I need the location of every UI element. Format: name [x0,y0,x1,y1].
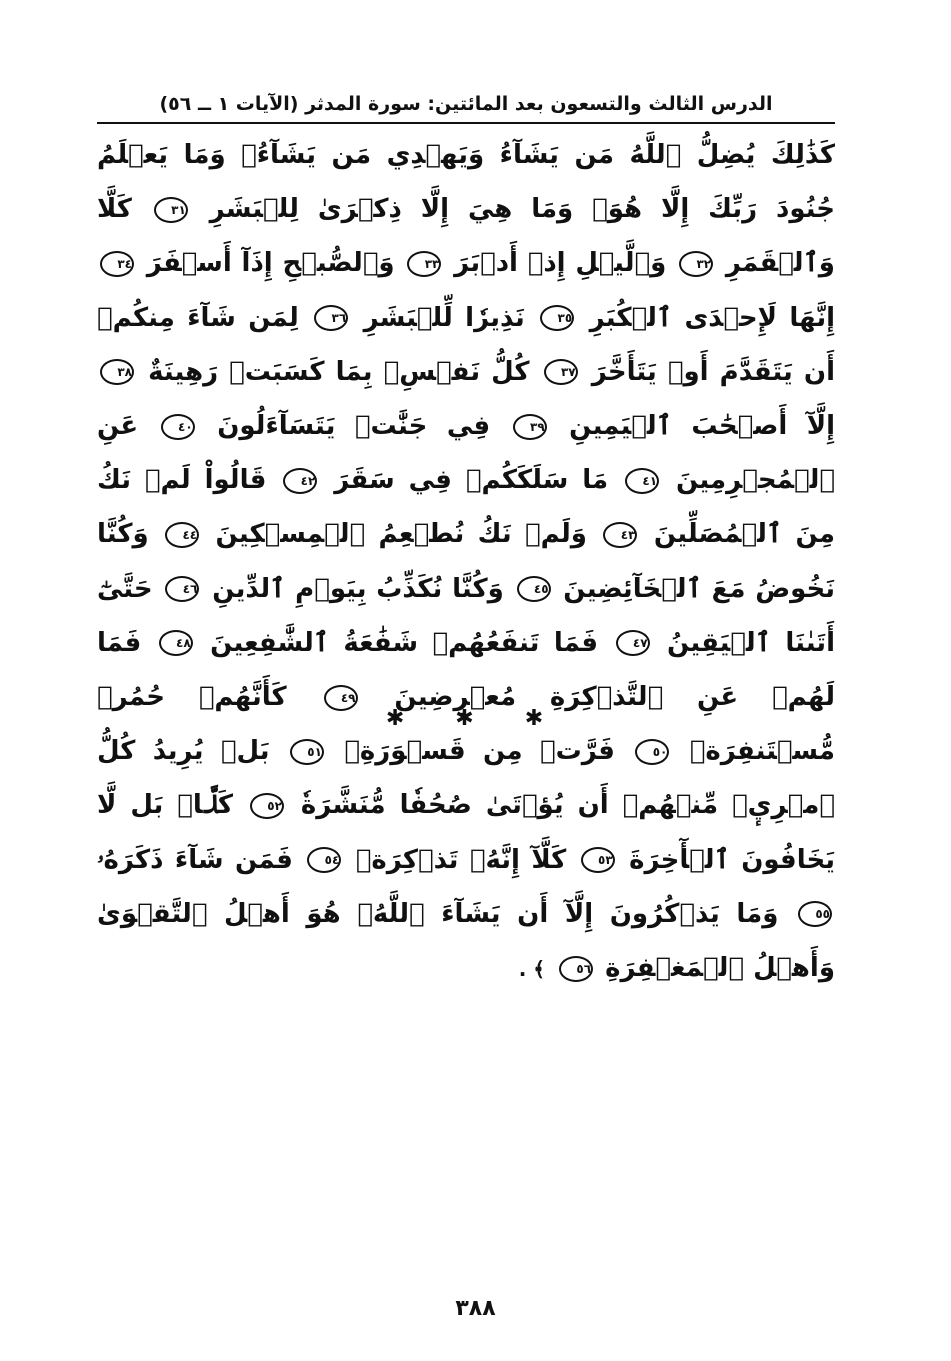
verse-number-marker [798,901,832,927]
verse-number-marker [161,414,195,440]
verse-text: وَكُنَّا نُكَذِّبُ بِيَوۡمِ ٱلدِّينِ [202,573,504,604]
verse-text: عَنِ ٱلۡمُجۡرِمِينَ [97,411,835,496]
verse-text: كَذَٰلِكَ يُضِلُّ ٱللَّهُ مَن يَشَآءُ وَيَهۡدِي مَن يَشَآءُۚ وَمَا يَعۡلَمُ جُنُودَ رَبِّكَ إِلَّا هُوَۚ وَمَا هِيَ إِلَّا ذِكۡرَىٰ لِلۡبَشَرِ [97,140,835,225]
verse-text: وَكُنَّا نَخُوضُ مَعَ ٱلۡخَآئِضِينَ [97,519,835,604]
verse-number-marker [307,847,341,873]
verse-text: وَٱلَّيۡلِ إِذۡ أَدۡبَرَ [444,248,667,279]
verse-number-marker [100,359,134,385]
verse-text: كَلَّآ إِنَّهُۥ تَذۡكِرَةٞ [344,844,567,875]
verse-text: فَمَا لَهُمۡ عَنِ ٱلتَّذۡكِرَةِ مُعۡرِضِينَ [97,627,835,713]
verse-number-marker [679,251,713,277]
verse-text: وَلَمۡ نَكُ نُطۡعِمُ ٱلۡمِسۡكِينَ [202,519,587,550]
verse-number-marker [616,630,650,656]
closing-bracket: ﴾ . [518,956,545,981]
verse-number-marker [159,630,193,656]
verse-number-marker [165,576,199,602]
verse-number-marker [544,359,578,385]
verse-text: كَلَّا وَٱلۡقَمَرِ [97,194,835,279]
verse-text: قَالُواْ لَمۡ نَكُ مِنَ ٱلۡمُصَلِّينَ [97,465,835,550]
verse-text: كُلُّ نَفۡسِۭ بِمَا كَسَبَتۡ رَهِينَةٌ [137,356,530,387]
verse-text: إِنَّهَا لَإِحۡدَى ٱلۡكُبَرِ [577,302,835,333]
verse-number-marker [290,739,324,765]
verse-number-marker [407,251,441,277]
verse-text: مَا سَلَكَكُمۡ فِي سَقَرَ [320,465,609,496]
verse-number-marker [625,468,659,494]
verse-number-marker [513,414,547,440]
verse-text: فَرَّتۡ مِن قَسۡوَرَةِۭ [326,736,615,767]
quran-text-block [97,128,835,996]
verse-text: وَمَا يَذۡكُرُونَ إِلَّآ أَن يَشَآءَ ٱللَّهُۚ هُوَ أَهۡلُ ٱلتَّقۡوَىٰ وَأَهۡلُ ٱلۡمَغۡفِرَةِ [97,898,835,984]
section-separator: ✱ ✱ ✱ [385,706,566,731]
verse-number-marker [517,576,551,602]
verse-number-marker [581,847,615,873]
verse-number-marker [154,197,188,223]
verse-text: بَلۡ يُرِيدُ كُلُّ ٱمۡرِيٕٖ مِّنۡهُمۡ أَن يُؤۡتَىٰ صُحُفٗا مُّنَشَّرَةٗ [97,736,835,821]
header-title: الدرس الثالث والتسعون بعد المائتين: سورة المدثر (الآيات ١ ــ ٥٦) [159,93,773,115]
verse-number-marker [100,251,134,277]
verse-number-marker [603,522,637,548]
verse-number-marker [250,793,284,819]
verse-number-marker [283,468,317,494]
verse-text: كَلَّاۖ بَل لَّا يَخَافُونَ ٱلۡأٓخِرَةَ [97,790,835,875]
verse-text: إِلَّآ أَصۡحَٰبَ ٱلۡيَمِينِ [549,411,836,442]
verse-text: فَمَا تَنفَعُهُمۡ شَفَٰعَةُ ٱلشَّٰفِعِينَ [195,627,599,658]
verse-text: وَٱلصُّبۡحِ إِذَآ أَسۡفَرَ [137,248,395,279]
verse-number-marker [559,956,593,982]
verse-number-marker [635,739,669,765]
verse-number-marker [540,305,574,331]
verse-text: نَذِيرٗا لِّلۡبَشَرِ [351,302,525,333]
verse-text: لِمَن شَآءَ مِنكُمۡ أَن يَتَقَدَّمَ أَوۡ يَتَأَخَّرَ [97,302,836,387]
page-number: ٣٨٨ [455,1296,496,1321]
running-header [97,88,835,124]
verse-number-marker [165,522,199,548]
verse-text: فَمَن شَآءَ ذَكَرَهُۥ [97,844,293,875]
verse-text: فِي جَنَّٰتٖ يَتَسَآءَلُونَ [197,411,491,442]
verse-text: كَأَنَّهُمۡ حُمُرٞ مُّسۡتَنفِرَةٞ [97,682,835,767]
verse-text: حَتَّىٰٓ أَتَىٰنَا ٱلۡيَقِينُ [97,573,835,658]
verse-number-marker [314,305,348,331]
